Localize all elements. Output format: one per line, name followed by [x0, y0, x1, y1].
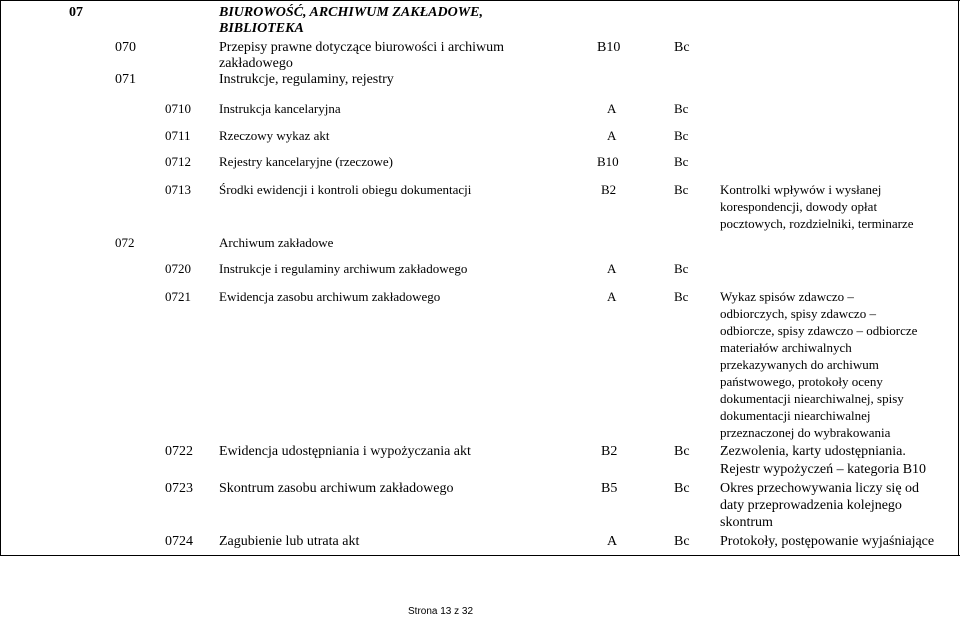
row-0724-code: 0724	[165, 534, 193, 549]
row-070-category: B10	[597, 40, 621, 55]
row-072-code: 072	[115, 235, 135, 250]
row-0723-name: Skontrum zasobu archiwum zakładowego	[219, 481, 454, 496]
row-0720-code: 0720	[165, 261, 191, 276]
row-0722-category: B2	[601, 444, 618, 459]
row-0711-name: Rzeczowy wykaz akt	[219, 128, 330, 143]
row-0720-category: A	[607, 261, 617, 276]
table-top-border	[0, 0, 960, 1]
row-070-name-line1: Przepisy prawne dotyczące biurowości i archiwum	[219, 40, 504, 55]
row-0711-category-other: Bc	[674, 128, 689, 143]
row-071-code: 071	[115, 72, 136, 87]
table-left-border	[0, 0, 1, 556]
row-0720-name: Instrukcje i regulaminy archiwum zakładowego	[219, 261, 468, 276]
row-0723-category: B5	[601, 481, 618, 496]
row-0713-note-line1: Kontrolki wpływów i wysłanej	[720, 182, 882, 197]
section-title-line2: BIBLIOTEKA	[219, 21, 304, 36]
row-0721-note-line8: dokumentacji niearchiwalnej	[720, 408, 871, 423]
row-072-name: Archiwum zakładowe	[219, 235, 334, 250]
row-0713-note-line3: pocztowych, rozdzielniki, terminarze	[720, 216, 914, 231]
row-0711-code: 0711	[165, 128, 191, 143]
row-0721-note-line4: materiałów archiwalnych	[720, 340, 852, 355]
table-right-border	[958, 0, 959, 556]
row-0722-note-line1: Zezwolenia, karty udostępniania.	[720, 444, 906, 459]
row-0713-note-line2: korespondencji, dowody opłat	[720, 199, 878, 214]
row-0721-note-line2: odbiorczych, spisy zdawczo –	[720, 306, 876, 321]
row-070-name-line2: zakładowego	[219, 56, 293, 71]
row-070-code: 070	[115, 40, 136, 55]
row-0724-note-line1: Protokoły, postępowanie wyjaśniające	[720, 534, 935, 549]
row-0723-note-line1: Okres przechowywania liczy się od	[720, 481, 920, 496]
row-0723-code: 0723	[165, 481, 193, 496]
row-0721-category-other: Bc	[674, 289, 689, 304]
row-0710-name: Instrukcja kancelaryjna	[219, 101, 341, 116]
row-0712-name: Rejestry kancelaryjne (rzeczowe)	[219, 154, 393, 169]
row-0710-code: 0710	[165, 101, 191, 116]
row-0722-code: 0722	[165, 444, 193, 459]
row-0712-code: 0712	[165, 154, 191, 169]
row-0712-category: B10	[597, 154, 619, 169]
row-0724-name: Zagubienie lub utrata akt	[219, 534, 360, 549]
row-0720-category-other: Bc	[674, 261, 689, 276]
row-0722-category-other: Bc	[674, 444, 690, 459]
row-0721-name: Ewidencja zasobu archiwum zakładowego	[219, 289, 441, 304]
row-0723-note-line3: skontrum	[720, 515, 773, 530]
row-0721-note-line6: państwowego, protokoły oceny	[720, 374, 883, 389]
section-code: 07	[69, 5, 83, 20]
page-number: Strona 13 z 32	[408, 606, 474, 617]
row-0722-name: Ewidencja udostępniania i wypożyczania akt	[219, 444, 471, 459]
row-0721-code: 0721	[165, 289, 191, 304]
row-0721-category: A	[607, 289, 617, 304]
row-0713-code: 0713	[165, 182, 191, 197]
row-070-category-other: Bc	[674, 40, 690, 55]
row-0711-category: A	[607, 128, 617, 143]
row-0724-category-other: Bc	[674, 534, 690, 549]
row-0722-note-line2: Rejestr wypożyczeń – kategoria B10	[720, 462, 927, 477]
row-0723-note-line2: daty przeprowadzenia kolejnego	[720, 498, 902, 513]
row-071-name: Instrukcje, regulaminy, rejestry	[219, 72, 394, 87]
row-0721-note-line7: dokumentacji niearchiwalnej, spisy	[720, 391, 904, 406]
row-0710-category: A	[607, 101, 617, 116]
row-0721-note-line9: przeznaczonej do wybrakowania	[720, 425, 891, 440]
section-title-line1: BIUROWOŚĆ, ARCHIWUM ZAKŁADOWE,	[219, 5, 483, 20]
table-bottom-border	[0, 555, 960, 556]
row-0724-category: A	[607, 534, 618, 549]
row-0713-category: B2	[601, 182, 617, 197]
row-0721-note-line5: przekazywanych do archiwum	[720, 357, 879, 372]
row-0721-note-line3: odbiorcze, spisy zdawczo – odbiorcze	[720, 323, 918, 338]
row-0723-category-other: Bc	[674, 481, 690, 496]
row-0713-name: Środki ewidencji i kontroli obiegu dokumentacji	[219, 182, 472, 197]
row-0721-note-line1: Wykaz spisów zdawczo –	[720, 289, 854, 304]
row-0713-category-other: Bc	[674, 182, 689, 197]
row-0712-category-other: Bc	[674, 154, 689, 169]
row-0710-category-other: Bc	[674, 101, 689, 116]
